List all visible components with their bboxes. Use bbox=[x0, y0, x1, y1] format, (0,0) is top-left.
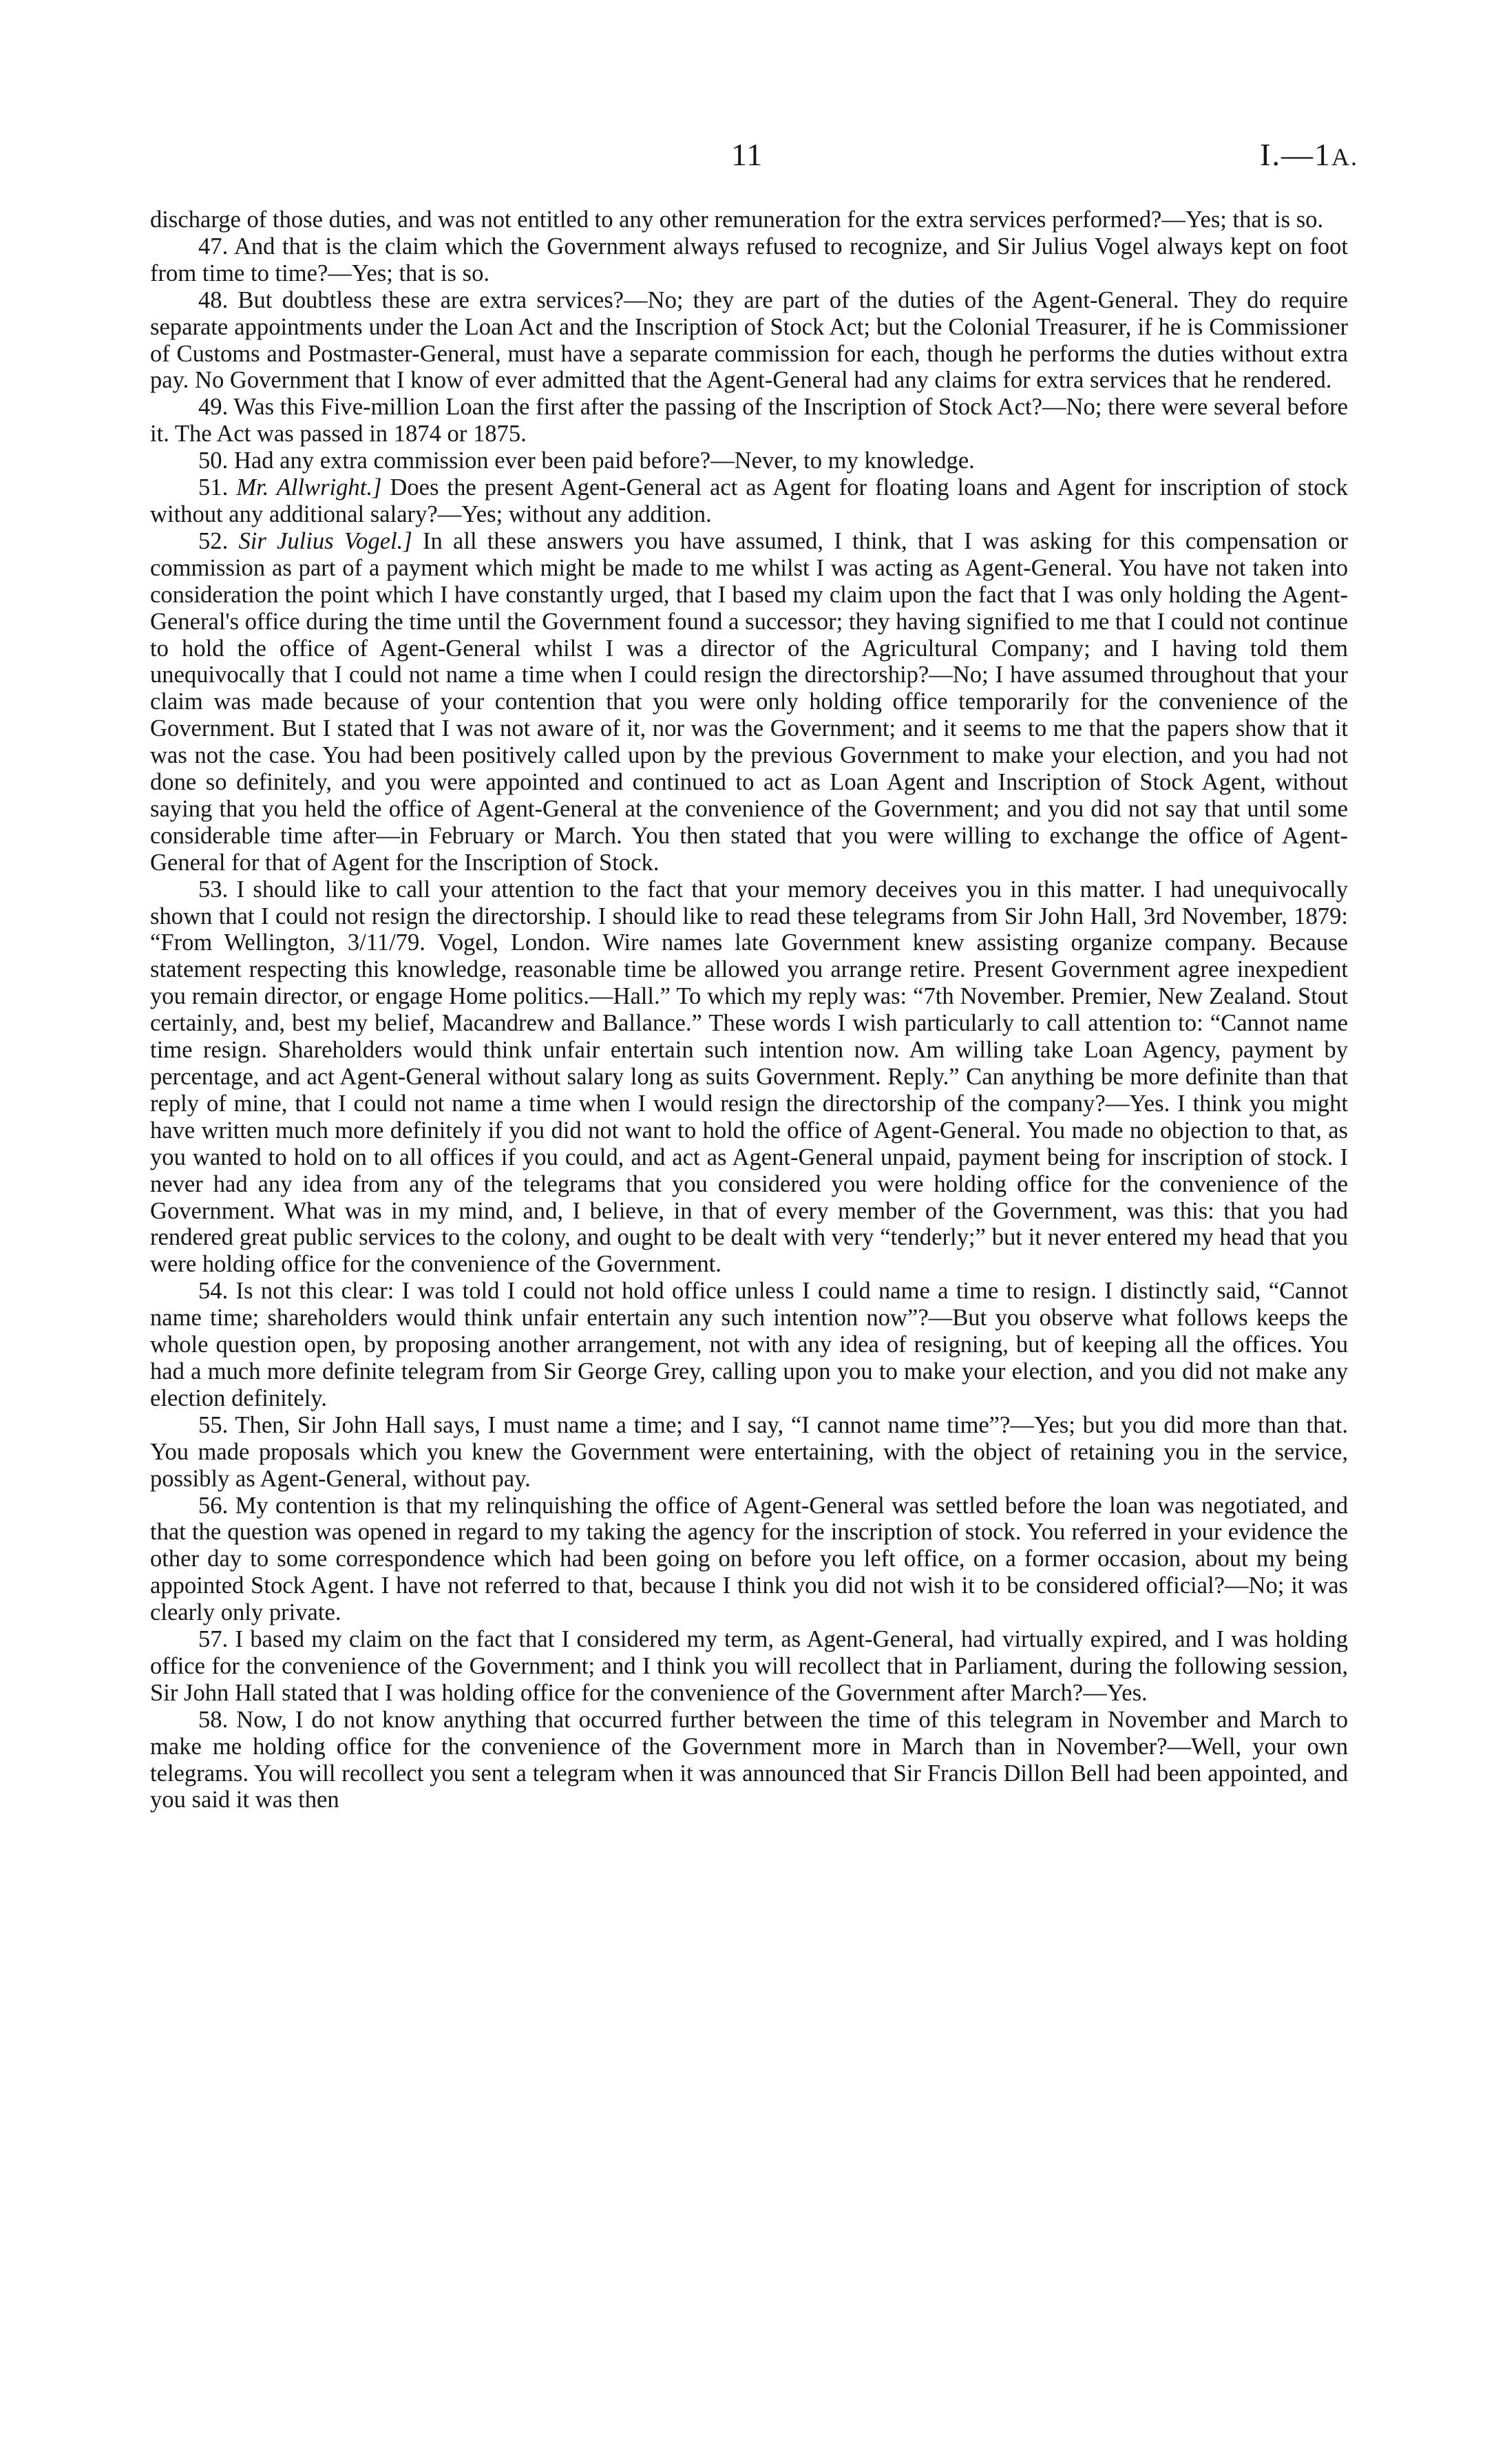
question-number: 57. bbox=[198, 1626, 229, 1653]
question-number: 54. bbox=[198, 1278, 229, 1305]
question-number: 47. bbox=[198, 233, 229, 260]
question-number: 53. bbox=[198, 876, 229, 903]
page-number: 11 bbox=[731, 137, 763, 172]
question-47 bbox=[150, 233, 1348, 287]
paragraph-text: And that is the claim which the Government always refused to recognize, and Sir Julius Vogel always kept on foot from time to time?—Yes; that is so. bbox=[150, 233, 1348, 286]
question-57 bbox=[150, 1626, 1348, 1707]
paragraph-text: discharge of those duties, and was not entitled to any other remuneration for the extra services performed?—Yes; that is so. bbox=[150, 207, 1324, 233]
question-49 bbox=[150, 394, 1348, 447]
question-56 bbox=[150, 1493, 1348, 1627]
question-number: 50. bbox=[198, 447, 229, 474]
question-54 bbox=[150, 1278, 1348, 1412]
question-48 bbox=[150, 287, 1348, 394]
evidence-transcript bbox=[150, 207, 1348, 1813]
paragraph-text: Is not this clear: I was told I could not hold office unless I could name a time to resign. I distinctly said, “Cannot name time; shareholders would think unfair entertain any such intention now”?—But you observe what follows keeps the whole question open, by proposing another arrangement, not with any idea of resigning, but of keeping all the offices. You had a much more definite telegram from Sir George Grey, calling upon you to make your election, and you did not make any election definitely. bbox=[150, 1278, 1348, 1411]
speaker-name: Mr. Allwright.] bbox=[236, 474, 382, 501]
paragraph-text: I based my claim on the fact that I considered my term, as Agent-General, had virtually expired, and I was holding office for the convenience of the Government; and I think you will recollect that in Parliament, during the following session, Sir John Hall stated that I was holding office for the convenience of the Government after March?—Yes. bbox=[150, 1626, 1348, 1706]
paragraph-text: I should like to call your attention to the fact that your memory deceives you in this matter. I had unequivocally shown that I could not resign the directorship. I should like to read these telegrams from Sir John Hall, 3rd November, 1879: “From Wellington, 3/11/79. Vogel, London. Wire names late Government knew assisting organize company. Because statement respecting this knowledge, reasonable time be allowed you arrange retire. Present Government agree inexpedient you remain director, or engage Home politics.—Hall.” To which my reply was: “7th November. Premier, New Zealand. Stout certainly, and, best my belief, Macandrew and Ballance.” These words I wish particularly to call attention to: “Cannot name time resign. Shareholders would think unfair entertain such intention now. Am willing take Loan Agency, payment by percentage, and act Agent-General without salary long as suits Government. Reply.” Can anything be more definite than that reply of mine, that I could not name a time when I would resign the directorship of the company?—Yes. I think you might have written much more definitely if you did not want to hold the office of Agent-General. You made no objection to that, as you wanted to hold on to all offices if you could, and act as Agent-General unpaid, payment being for inscription of stock. I never had any idea from any of the telegrams that you considered you were holding office for the convenience of the Government. What was in my mind, and, I believe, in that of every member of the Government, was this: that you had rendered great public services to the colony, and ought to be dealt with very “tenderly;” but it never entered my head that you were holding office for the convenience of the Government. bbox=[150, 876, 1348, 1278]
question-number: 55. bbox=[198, 1411, 229, 1438]
speaker-name: Sir Julius Vogel.] bbox=[238, 527, 412, 554]
question-number: 51. bbox=[198, 474, 229, 501]
question-51 bbox=[150, 474, 1348, 528]
paragraph-text: Had any extra commission ever been paid before?—Never, to my knowledge. bbox=[233, 447, 975, 474]
paragraph-continued bbox=[150, 207, 1348, 233]
paragraph-text: Does the present Agent-General act as Agent for floating loans and Agent for inscription of stock without any additional salary?—Yes; without any addition. bbox=[150, 474, 1348, 527]
paragraph-text: But doubtless these are extra services?—No; they are part of the duties of the Agent-General. They do require separate appointments under the Loan Act and the Inscription of Stock Act; but the Colonial Treasurer, if he is Commissioner of Customs and Postmaster-General, must have a separate commission for each, though he performs the duties without extra pay. No Government that I know of ever admitted that the Agent-General had any claims for extra services that he rendered. bbox=[150, 286, 1348, 394]
question-55 bbox=[150, 1412, 1348, 1493]
question-number: 52. bbox=[198, 527, 229, 554]
paragraph-text: My contention is that my relinquishing the office of Agent-General was settled before the loan was negotiated, and that the question was opened in regard to my taking the agency for the inscription of stock. You referred in your evidence the other day to some correspondence which had been going on before you left office, on a former occasion, about my being appointed Stock Agent. I have not referred to that, because I think you did not wish it to be considered official?—No; it was clearly only private. bbox=[150, 1492, 1348, 1626]
document-reference-prefix: I.—1 bbox=[1260, 137, 1331, 172]
paragraph-text: Then, Sir John Hall says, I must name a time; and I say, “I cannot name time”?—Yes; but you did more than that. You made proposals which you knew the Government were entertaining, with the object of retaining you in the service, possibly as Agent-General, without pay. bbox=[150, 1411, 1348, 1492]
question-52 bbox=[150, 528, 1348, 876]
document-reference-suffix: A. bbox=[1331, 143, 1358, 171]
paragraph-text: Now, I do not know anything that occurred further between the time of this telegram in November and March to make me holding office for the convenience of the Government more in March than in November?—Well, your own telegrams. You will recollect you sent a telegram when it was announced that Sir Francis Dillon Bell had been appointed, and you said it was then bbox=[150, 1706, 1348, 1813]
question-number: 58. bbox=[198, 1706, 229, 1733]
question-number: 56. bbox=[198, 1492, 229, 1519]
paragraph-text: Was this Five-million Loan the first after the passing of the Inscription of Stock Act?—No; there were several before it. The Act was passed in 1874 or 1875. bbox=[150, 394, 1348, 447]
question-50 bbox=[150, 447, 1348, 474]
question-number: 49. bbox=[198, 394, 229, 421]
question-number: 48. bbox=[198, 286, 229, 313]
question-53 bbox=[150, 876, 1348, 1278]
document-reference bbox=[1260, 136, 1358, 173]
question-58 bbox=[150, 1707, 1348, 1814]
paragraph-text: In all these answers you have assumed, I think, that I was asking for this compensation or commission as part of a payment which might be made to me whilst I was acting as Agent-General. You have not taken into consideration the point which I have constantly urged, that I based my claim upon the fact that I was only holding the Agent-General's office during the time until the Government found a successor; they having signified to me that I could not continue to hold the office of Agent-General whilst I was a director of the Agricultural Company; and I having told them unequivocally that I could not name a time when I could resign the directorship?—No; I have assumed throughout that your claim was made because of your contention that you were only holding office temporarily for the convenience of the Government. But I stated that I was not aware of it, nor was the Government; and it seems to me that the papers show that it was not the case. You had been positively called upon by the previous Government to make your election, and you had not done so definitely, and you were appointed and continued to act as Loan Agent and Inscription of Stock Agent, without saying that you held the office of Agent-General at the convenience of the Government; and you did not say that until some considerable time after—in February or March. You then stated that you were willing to exchange the office of Agent-General for that of Agent for the Inscription of Stock. bbox=[150, 527, 1348, 876]
page-header bbox=[0, 136, 1496, 185]
